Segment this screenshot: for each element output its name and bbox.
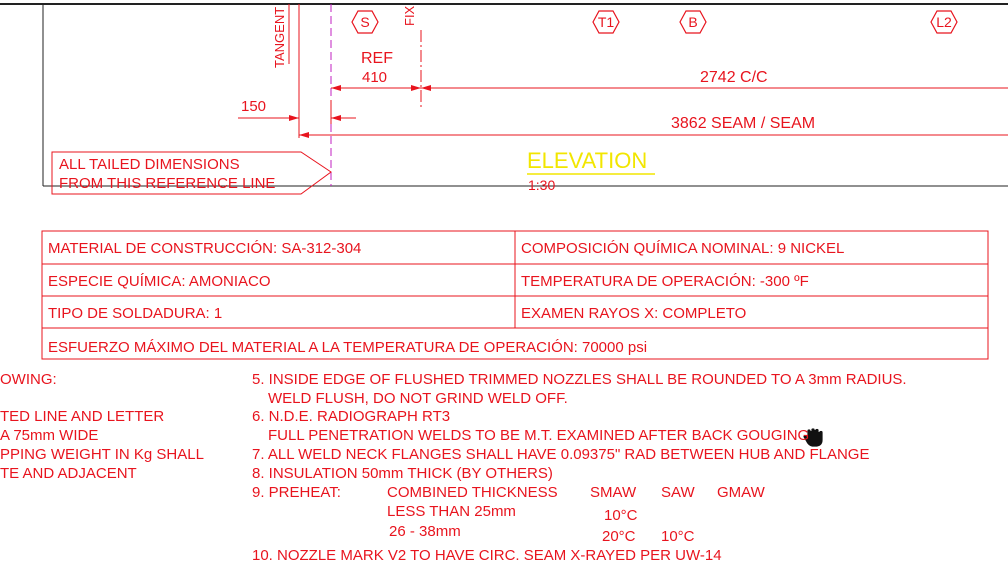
callout-line-2: FROM THIS REFERENCE LINE — [59, 175, 276, 192]
note-left-line-2: TED LINE AND LETTER — [0, 408, 165, 425]
note-left-line-3: A 75mm WIDE — [0, 427, 99, 444]
table-r2-right: TEMPERATURA DE OPERACIÓN: -300 ºF — [521, 273, 809, 290]
note-9-header-thickness: COMBINED THICKNESS — [387, 484, 558, 501]
note-9-row2-thickness: 26 - 38mm — [389, 523, 461, 540]
mark-l2-label: L2 — [936, 14, 952, 30]
table-r3-left: TIPO DE SOLDADURA: 1 — [48, 305, 223, 322]
note-9-row1-smaw: 10°C — [604, 507, 638, 524]
tangent-label: TANGENT — [272, 6, 287, 68]
table-r2-left: ESPECIE QUÍMICA: AMONIACO — [48, 273, 271, 290]
dim-150-arrow-left — [289, 115, 299, 121]
note-6-line-2: FULL PENETRATION WELDS TO BE M.T. EXAMINED AFTER BACK GOUGING — [268, 427, 810, 444]
note-9-row2-saw: 10°C — [661, 528, 695, 545]
view-scale: 1:30 — [528, 177, 556, 193]
note-left-line-4: PPING WEIGHT IN Kg SHALL — [0, 446, 204, 463]
table-r1-left: MATERIAL DE CONSTRUCCIÓN: SA-312-304 — [48, 240, 362, 257]
dim-ref-value: 410 — [362, 69, 388, 86]
note-6-line-1: 6. N.D.E. RADIOGRAPH RT3 — [252, 408, 451, 425]
mark-b-label: B — [688, 14, 698, 30]
note-9-header-saw: SAW — [661, 484, 695, 501]
callout-line-1: ALL TAILED DIMENSIONS — [59, 156, 240, 173]
note-9-label: 9. PREHEAT: — [252, 484, 341, 501]
dim-ref-label: REF — [361, 50, 393, 67]
dim-cc-arrow — [421, 85, 431, 91]
mark-s-label: S — [360, 14, 370, 30]
table-r4: ESFUERZO MÁXIMO DEL MATERIAL A LA TEMPERATURA DE OPERACIÓN: 70000 psi — [48, 339, 648, 356]
dim-150-arrow-right — [331, 115, 341, 121]
note-9-row1-thickness: LESS THAN 25mm — [387, 503, 516, 520]
note-left-line-1: OWING: — [0, 371, 57, 388]
note-9-header-gmaw: GMAW — [717, 484, 765, 501]
note-left-line-5: TE AND ADJACENT — [0, 465, 137, 482]
note-9-header-smaw: SMAW — [590, 484, 637, 501]
dim-offset-value: 150 — [241, 98, 267, 115]
dim-ref-arrow-left — [331, 85, 341, 91]
fix-label: FIX — [402, 5, 417, 26]
dim-seam-value: 3862 SEAM / SEAM — [671, 115, 816, 132]
note-7: 7. ALL WELD NECK FLANGES SHALL HAVE 0.09375" RAD BETWEEN HUB AND FLANGE — [252, 446, 870, 463]
note-8: 8. INSULATION 50mm THICK (BY OTHERS) — [252, 465, 553, 482]
mark-t1-label: T1 — [597, 14, 615, 30]
note-5-line-1: 5. INSIDE EDGE OF FLUSHED TRIMMED NOZZLES SHALL BE ROUNDED TO A 3mm RADIUS. — [252, 371, 907, 388]
note-5-line-2: WELD FLUSH, DO NOT GRIND WELD OFF. — [268, 390, 568, 407]
table-r3-right: EXAMEN RAYOS X: COMPLETO — [521, 305, 747, 322]
dim-ref-arrow-right — [411, 85, 421, 91]
table-r1-right: COMPOSICIÓN QUÍMICA NOMINAL: 9 NICKEL — [521, 240, 845, 257]
view-title: ELEVATION — [527, 148, 648, 173]
dim-seam-arrow — [299, 132, 309, 138]
dim-cc-value: 2742 C/C — [700, 69, 768, 86]
note-9-row2-smaw: 20°C — [602, 528, 636, 545]
note-10: 10. NOZZLE MARK V2 TO HAVE CIRC. SEAM X-RAYED PER UW-14 — [252, 547, 722, 564]
